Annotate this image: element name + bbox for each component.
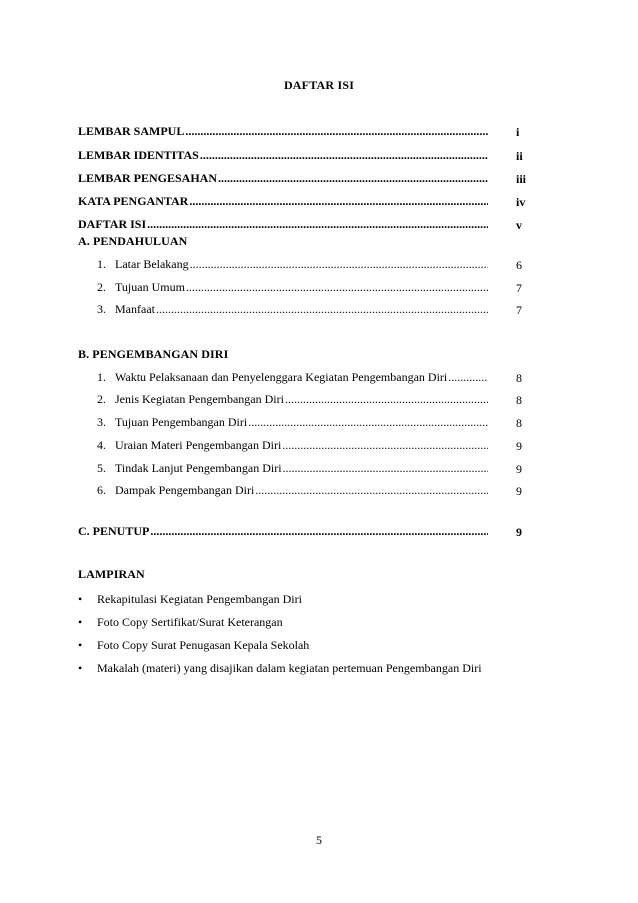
list-item-text: Foto Copy Sertifikat/Surat Keterangan (97, 615, 283, 629)
leader-dots (283, 461, 488, 476)
toc-entry-daftar-isi[interactable] (78, 217, 488, 233)
toc-entry-label: DAFTAR ISI (78, 217, 147, 231)
leader-dots (189, 194, 488, 209)
leader-dots (448, 370, 488, 385)
toc-entry-tujuan-pengembangan[interactable] (97, 415, 488, 431)
item-number: 1. (97, 257, 106, 271)
leader-dots (150, 524, 488, 539)
toc-entry-waktu-pelaksanaan[interactable] (97, 370, 488, 386)
item-number: 6. (97, 483, 106, 497)
toc-page-number: iv (516, 195, 526, 209)
bullet-icon: • (78, 661, 83, 675)
bullet-icon: • (78, 638, 83, 652)
item-number: 4. (97, 438, 106, 452)
toc-entry-lembar-sampul[interactable] (78, 124, 488, 140)
list-item (78, 660, 482, 676)
toc-page-number: 8 (516, 393, 522, 407)
toc-page-number: 9 (516, 439, 522, 453)
toc-page-number: 9 (516, 525, 522, 539)
toc-entry-label: LEMBAR PENGESAHAN (78, 171, 218, 185)
toc-entry-label: LEMBAR SAMPUL (78, 124, 185, 138)
toc-entry-uraian-materi[interactable] (97, 438, 488, 454)
toc-entry-label: Dampak Pengembangan Diri (115, 483, 255, 497)
item-number: 2. (97, 392, 106, 406)
toc-page-number: ii (516, 149, 523, 163)
item-number: 2. (97, 280, 106, 294)
section-b-heading: B. PENGEMBANGAN DIRI (78, 347, 229, 361)
toc-entry-lembar-identitas[interactable] (78, 148, 488, 164)
leader-dots (156, 302, 488, 317)
toc-entry-label: Tujuan Umum (115, 280, 185, 294)
leader-dots (185, 124, 488, 139)
leader-dots (255, 483, 488, 498)
bullet-icon: • (78, 592, 83, 606)
toc-entry-label: C. PENUTUP (78, 524, 150, 538)
bullet-icon: • (78, 615, 83, 629)
leader-dots (285, 392, 488, 407)
toc-entry-tindak-lanjut[interactable] (97, 461, 488, 477)
list-item (78, 591, 302, 607)
toc-page-number: 7 (516, 303, 522, 317)
lampiran-heading: LAMPIRAN (78, 567, 145, 581)
list-item-text: Makalah (materi) yang disajikan dalam kegiatan pertemuan Pengembangan Diri (97, 661, 482, 675)
list-item-text: Foto Copy Surat Penugasan Kepala Sekolah (97, 638, 310, 652)
toc-entry-label: Tujuan Pengembangan Diri (115, 415, 248, 429)
toc-entry-tujuan-umum[interactable] (97, 280, 488, 296)
toc-page-number: 8 (516, 371, 522, 385)
toc-entry-lembar-pengesahan[interactable] (78, 171, 488, 187)
toc-entry-label: LEMBAR IDENTITAS (78, 148, 199, 162)
toc-entry-label: KATA PENGANTAR (78, 194, 189, 208)
toc-entry-label: Waktu Pelaksanaan dan Penyelenggara Kegiatan Pengembangan Diri (115, 370, 448, 384)
toc-entry-dampak[interactable] (97, 483, 488, 499)
page-number: 5 (316, 833, 322, 847)
toc-entry-kata-pengantar[interactable] (78, 194, 488, 210)
toc-page-number: v (516, 218, 522, 232)
list-item-text: Rekapitulasi Kegiatan Pengembangan Diri (97, 592, 302, 606)
item-number: 3. (97, 415, 106, 429)
item-number: 1. (97, 370, 106, 384)
toc-page-number: i (516, 125, 520, 139)
toc-page-number: iii (516, 172, 527, 186)
leader-dots (218, 171, 488, 186)
toc-entry-jenis-kegiatan[interactable] (97, 392, 488, 408)
toc-entry-label: Jenis Kegiatan Pengembangan Diri (115, 392, 284, 406)
list-item (78, 637, 309, 653)
leader-dots (248, 415, 488, 430)
leader-dots (200, 148, 488, 163)
item-number: 3. (97, 302, 106, 316)
toc-entry-manfaat[interactable] (97, 302, 488, 318)
toc-entry-latar-belakang[interactable] (97, 257, 488, 273)
toc-entry-label: Manfaat (115, 302, 155, 316)
leader-dots (186, 280, 488, 295)
leader-dots (282, 438, 488, 453)
toc-page-number: 9 (516, 484, 522, 498)
item-number: 5. (97, 461, 106, 475)
toc-page-number: 9 (516, 462, 522, 476)
toc-page-number: 7 (516, 281, 522, 295)
toc-entry-label: Tindak Lanjut Pengembangan Diri (115, 461, 282, 475)
section-a-heading: A. PENDAHULUAN (78, 234, 188, 248)
toc-entry-label: Uraian Materi Pengembangan Diri (115, 438, 282, 452)
toc-entry-penutup[interactable] (78, 524, 488, 540)
list-item (78, 614, 283, 630)
toc-title: DAFTAR ISI (283, 78, 355, 92)
leader-dots (147, 217, 488, 232)
toc-page-number: 8 (516, 416, 522, 430)
leader-dots (190, 257, 488, 272)
toc-page-number: 6 (516, 258, 522, 272)
toc-entry-label: Latar Belakang (115, 257, 189, 271)
